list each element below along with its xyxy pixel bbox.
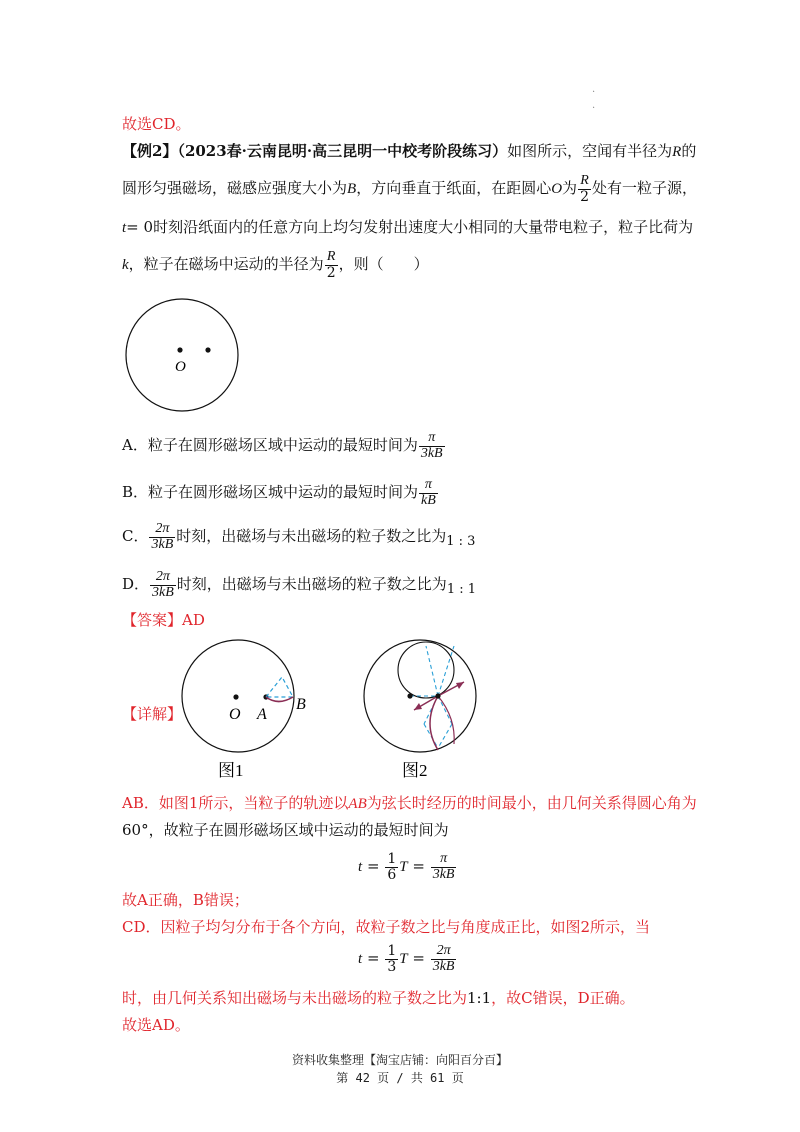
source-point (205, 347, 210, 352)
solution-cd-line-1: CD．因粒子均匀分布于各个方向，故粒子数之比与角度成正比，如图2所示，当 (122, 918, 651, 936)
footer-page-number: 第 42 页 / 共 61 页 (336, 1071, 464, 1085)
trajectory-arc (266, 697, 293, 702)
example-source: （2023春·云南昆明·高三昆明一中校考阶段练习） (177, 142, 508, 160)
field-circle (126, 299, 238, 411)
option-d[interactable]: D． $\frac{2\pi}{3kB}$ 时刻，出磁场与未出磁场的粒子数之比为1 : 1 (122, 568, 476, 600)
label-o: O (175, 359, 186, 375)
equation-1: t = $\frac{1}{6}$ T = $\frac{\pi}{3kB}$ (358, 850, 455, 883)
question-figure (120, 293, 244, 417)
dashed-triangle (266, 677, 293, 697)
previous-answer: 故选CD。 (122, 115, 191, 133)
figure-2 (352, 634, 492, 780)
center-point (407, 693, 412, 698)
example-line-2: 圆形匀强磁场，磁感应强度大小为B，方向垂直于纸面，在距圆心O为 $\frac{R}{2}$ 处有一粒子源， (122, 172, 697, 205)
figure-2-caption: 图2 (402, 761, 428, 780)
example-line-4: k，粒子在磁场中运动的半径为 $\frac{R}{2}$ ，则（ ） (122, 248, 429, 281)
label-o: O (229, 706, 241, 723)
answer (122, 610, 205, 630)
label-b: B (296, 696, 306, 713)
option-c[interactable]: C． $\frac{2\pi}{3kB}$ 时刻，出磁场与未出磁场的粒子数之比为1 : 3 (122, 520, 476, 552)
solution-ab-conclusion: 故A正确，B错误； (122, 891, 249, 909)
solution-cd-line-2: 时，由几何关系知出磁场与未出磁场的粒子数之比为1:1，故C错误，D正确。 (122, 989, 635, 1007)
source-point (435, 693, 440, 698)
example-line-3: t= 0时刻沿纸面内的任意方向上均匀发射出速度大小相同的大量带电粒子，粒子比荷为 (122, 218, 694, 236)
header-dot: . (592, 100, 596, 111)
example-tag: 【例2】 (122, 142, 178, 160)
option-a[interactable]: A．粒子在圆形磁场区域中运动的最短时间为 $\frac{\pi}{3kB}$ (122, 429, 443, 461)
solution-ab-line-1: AB．如图1所示，当粒子的轨迹以AB为弦长时经历的时间最小，由几何关系得圆心角为 (122, 794, 697, 812)
fraction-r-over-2: $\frac{R}{2}$ (580, 172, 589, 205)
figure-1 (178, 634, 318, 780)
solution-ab-line-2: 60°，故粒子在圆形磁场区域中运动的最短时间为 (122, 821, 449, 839)
figure-1-caption: 图1 (218, 761, 244, 780)
example-line-1: 【例2】（2023春·云南昆明·高三昆明一中校考阶段练习）如图所示，空闻有半径为R的 (122, 142, 697, 160)
label-a: A (257, 706, 267, 723)
trajectory-circle (398, 642, 454, 698)
center-point (233, 694, 238, 699)
fraction-r-over-2: $\frac{R}{2}$ (326, 248, 336, 281)
center-point (177, 347, 182, 352)
header-dot: . (592, 84, 596, 95)
solution-final: 故选AD。 (122, 1016, 190, 1034)
detail-tag: 【详解】 (122, 705, 183, 723)
footer-source: 资料收集整理【淘宝店铺：向阳百分百】 (291, 1053, 508, 1067)
answer-tag: 【答案】 (122, 611, 183, 629)
answer-value: AD (182, 611, 205, 629)
option-b[interactable]: B．粒子在圆形磁场区城中运动的最短时间为 $\frac{\pi}{kB}$ (122, 476, 436, 508)
equation-2: t = $\frac{1}{3}$ T = $\frac{2\pi}{3kB}$ (358, 942, 455, 975)
